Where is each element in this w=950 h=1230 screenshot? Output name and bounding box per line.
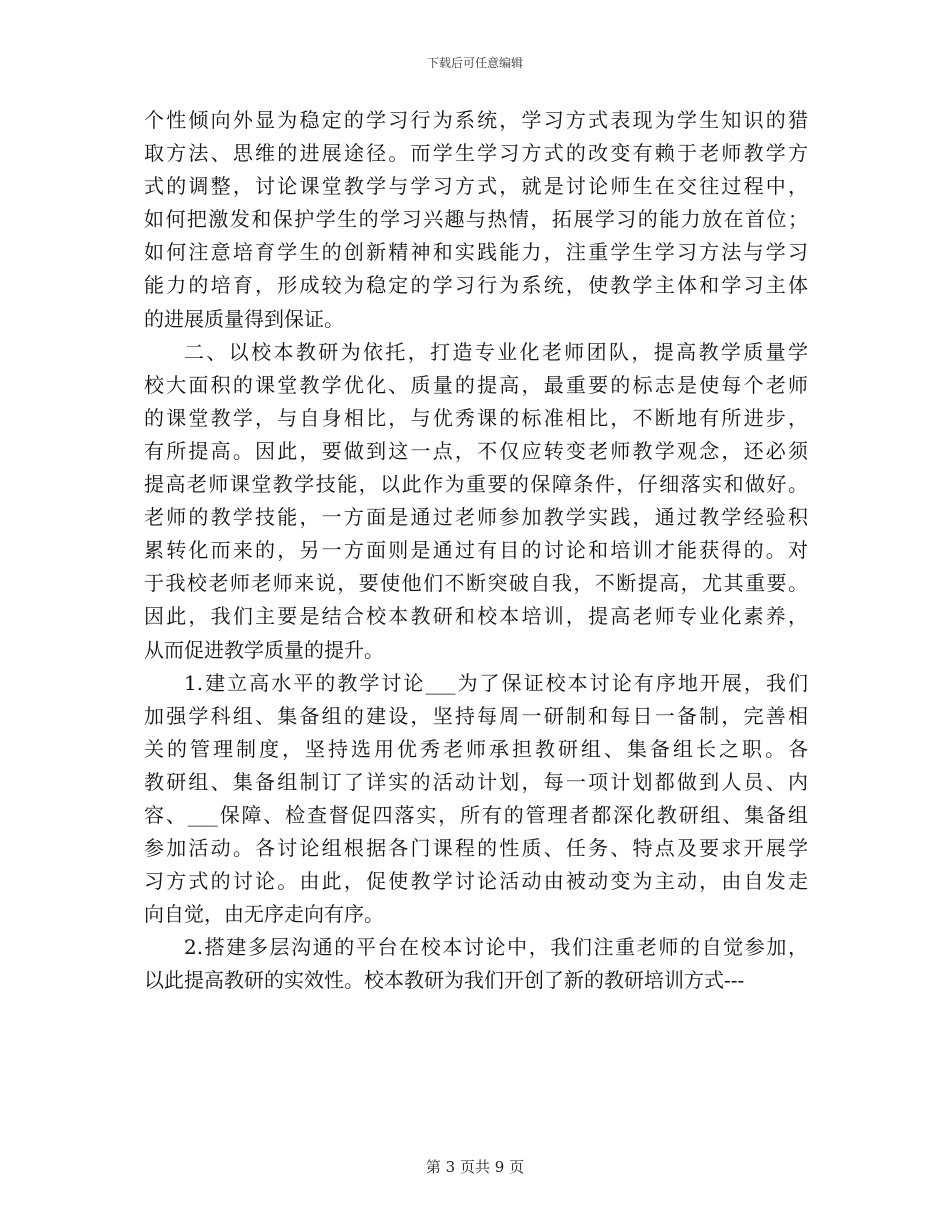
paragraph xyxy=(144,104,808,336)
text-line: 2.搭建多层沟通的平台在校本讨论中，我们注重老师的自觉参加， xyxy=(184,935,808,960)
paragraph xyxy=(144,336,808,667)
text-line: 如何把激发和保护学生的学习兴趣与热情，拓展学习的能力放在首位； xyxy=(144,207,808,232)
page-header: 下载后可任意编辑 xyxy=(426,56,523,70)
text-line: 校大面积的课堂教学优化、质量的提高，最重要的标志是使每个老师 xyxy=(144,372,808,397)
text-line: 教研组、集备组制订了详实的活动计划，每一项计划都做到人员、内 xyxy=(144,769,808,794)
text-line: 从而促进教学质量的提升。 xyxy=(144,637,384,662)
document-body xyxy=(144,104,808,998)
paragraph xyxy=(144,931,808,997)
text-line: 取方法、思维的进展途径。而学生学习方式的改变有赖于老师教学方 xyxy=(144,141,808,166)
text-line: 关的管理制度，坚持选用优秀老师承担教研组、集备组长之职。各 xyxy=(144,736,808,761)
text-line: 个性倾向外显为稳定的学习行为系统，学习方式表现为学生知识的猎 xyxy=(144,108,808,132)
paragraph xyxy=(144,667,808,932)
text-line: 的进展质量得到保证。 xyxy=(144,306,344,331)
text-line: 以此提高教研的实效性。校本教研为我们开创了新的教研培训方式--- xyxy=(144,968,745,993)
text-line: 容、___保障、检查督促四落实，所有的管理者都深化教研组、集备组 xyxy=(144,802,808,827)
text-line: 习方式的讨论。由此，促使教学讨论活动由被动变为主动，由自发走 xyxy=(144,869,808,894)
text-line: 累转化而来的，另一方面则是通过有目的讨论和培训才能获得的。对 xyxy=(144,538,808,563)
text-line: 如何注意培育学生的创新精神和实践能力，注重学生学习方法与学习 xyxy=(144,240,808,265)
text-line: 于我校老师老师来说，要使他们不断突破自我，不断提高，尤其重要。 xyxy=(144,571,808,596)
text-line: 老师的教学技能，一方面是通过老师参加教学实践，通过教学经验积 xyxy=(144,505,808,530)
text-line: 1.建立高水平的教学讨论___为了保证校本讨论有序地开展，我们 xyxy=(184,670,808,695)
text-line: 加强学科组、集备组的建设，坚持每周一研制和每日一备制，完善相 xyxy=(144,703,808,728)
text-line: 二、以校本教研为依托，打造专业化老师团队，提高教学质量学 xyxy=(184,339,808,364)
text-line: 能力的培育，形成较为稳定的学习行为系统，使教学主体和学习主体 xyxy=(144,273,808,298)
text-line: 提高老师课堂教学技能，以此作为重要的保障条件，仔细落实和做好。 xyxy=(144,472,808,497)
text-line: 的课堂教学，与自身相比，与优秀课的标准相比，不断地有所进步， xyxy=(144,405,808,430)
text-line: 参加活动。各讨论组根据各门课程的性质、任务、特点及要求开展学 xyxy=(144,836,808,861)
text-line: 式的调整，讨论课堂教学与学习方式，就是讨论师生在交往过程中， xyxy=(144,174,808,199)
text-line: 有所提高。因此，要做到这一点，不仅应转变老师教学观念，还必须 xyxy=(144,438,808,463)
text-line: 向自觉，由无序走向有序。 xyxy=(144,902,384,927)
text-line: 因此，我们主要是结合校本教研和校本培训，提高老师专业化素养， xyxy=(144,604,808,629)
page-footer: 第 3 页共 9 页 xyxy=(425,1158,525,1176)
